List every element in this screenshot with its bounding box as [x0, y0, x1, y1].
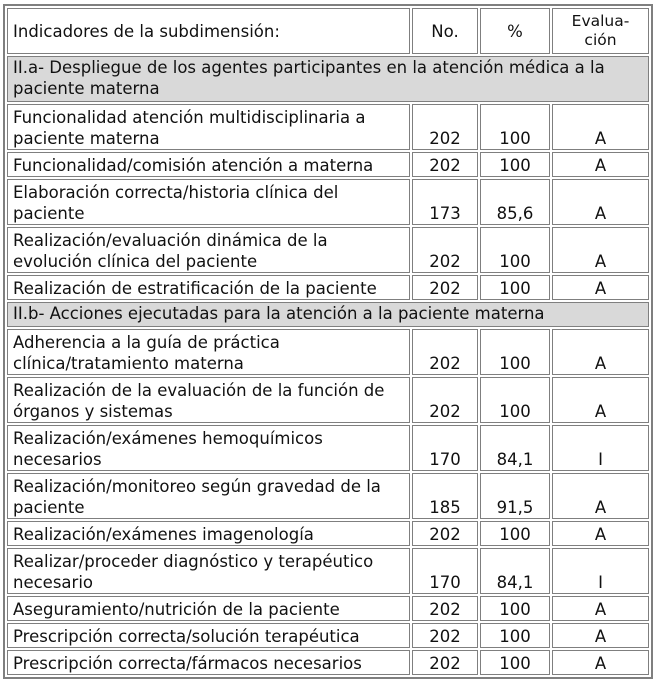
row-pct: 84,1 — [480, 425, 550, 471]
row-eval: A — [552, 227, 649, 273]
row-no: 202 — [412, 521, 478, 546]
table-row — [7, 425, 649, 471]
row-label: Funcionalidad atención multidisciplinaria a paciente materna — [7, 104, 410, 150]
row-eval: A — [552, 521, 649, 546]
header-indicator: Indicadores de la subdimensión: — [7, 8, 410, 54]
row-label: Prescripción correcta/fármacos necesarios — [7, 650, 410, 675]
row-label: Realización/exámenes imagenología — [7, 521, 410, 546]
table-row — [7, 521, 649, 546]
indicators-table — [3, 4, 653, 679]
row-eval: A — [552, 104, 649, 150]
row-eval: A — [552, 329, 649, 375]
table-row — [7, 104, 649, 150]
row-label: Realizar/proceder diagnóstico y terapéutico necesario — [7, 548, 410, 594]
row-pct: 85,6 — [480, 179, 550, 225]
row-pct: 100 — [480, 377, 550, 423]
row-label: Aseguramiento/nutrición de la paciente — [7, 596, 410, 621]
row-pct: 100 — [480, 227, 550, 273]
row-label: Elaboración correcta/historia clínica del paciente — [7, 179, 410, 225]
row-eval: I — [552, 425, 649, 471]
row-eval: A — [552, 152, 649, 177]
row-pct: 100 — [480, 329, 550, 375]
row-eval: A — [552, 377, 649, 423]
row-pct: 100 — [480, 521, 550, 546]
table-row — [7, 275, 649, 300]
row-pct: 100 — [480, 152, 550, 177]
table-row — [7, 596, 649, 621]
row-pct: 100 — [480, 650, 550, 675]
row-no: 202 — [412, 329, 478, 375]
table-row — [7, 179, 649, 225]
row-pct: 100 — [480, 275, 550, 300]
row-label: Realización/monitoreo según gravedad de la paciente — [7, 473, 410, 519]
row-no: 202 — [412, 227, 478, 273]
table-row — [7, 152, 649, 177]
row-no: 185 — [412, 473, 478, 519]
row-pct: 100 — [480, 104, 550, 150]
table-row — [7, 377, 649, 423]
row-label: Realización/evaluación dinámica de la evolución clínica del paciente — [7, 227, 410, 273]
row-eval: I — [552, 548, 649, 594]
table-row — [7, 650, 649, 675]
table-row — [7, 623, 649, 648]
row-eval: A — [552, 473, 649, 519]
section-title-a: II.a- Despliegue de los agentes participantes en la atención médica a la paciente materna — [7, 56, 649, 102]
row-eval: A — [552, 275, 649, 300]
row-eval: A — [552, 650, 649, 675]
row-label: Realización de la evaluación de la función de órganos y sistemas — [7, 377, 410, 423]
row-pct: 91,5 — [480, 473, 550, 519]
table-row — [7, 473, 649, 519]
section-title-b: II.b- Acciones ejecutadas para la atención a la paciente materna — [7, 302, 649, 327]
row-label: Prescripción correcta/solución terapéutica — [7, 623, 410, 648]
row-no: 170 — [412, 548, 478, 594]
row-no: 202 — [412, 377, 478, 423]
row-eval: A — [552, 623, 649, 648]
row-label: Funcionalidad/comisión atención a materna — [7, 152, 410, 177]
row-label: Realización/exámenes hemoquímicos necesarios — [7, 425, 410, 471]
row-eval: A — [552, 179, 649, 225]
row-no: 202 — [412, 623, 478, 648]
row-no: 170 — [412, 425, 478, 471]
table-row — [7, 548, 649, 594]
row-label: Adherencia a la guía de práctica clínica/tratamiento materna — [7, 329, 410, 375]
table-row — [7, 227, 649, 273]
row-eval: A — [552, 596, 649, 621]
header-eval: Evalua- ción — [552, 8, 649, 54]
row-pct: 100 — [480, 623, 550, 648]
section-row-a — [7, 56, 649, 102]
row-no: 202 — [412, 104, 478, 150]
row-no: 202 — [412, 596, 478, 621]
section-row-b — [7, 302, 649, 327]
row-no: 202 — [412, 650, 478, 675]
header-row — [7, 8, 649, 54]
row-no: 202 — [412, 275, 478, 300]
header-no: No. — [412, 8, 478, 54]
table-row — [7, 329, 649, 375]
header-pct: % — [480, 8, 550, 54]
row-no: 173 — [412, 179, 478, 225]
row-pct: 100 — [480, 596, 550, 621]
row-no: 202 — [412, 152, 478, 177]
row-pct: 84,1 — [480, 548, 550, 594]
row-label: Realización de estratificación de la paciente — [7, 275, 410, 300]
